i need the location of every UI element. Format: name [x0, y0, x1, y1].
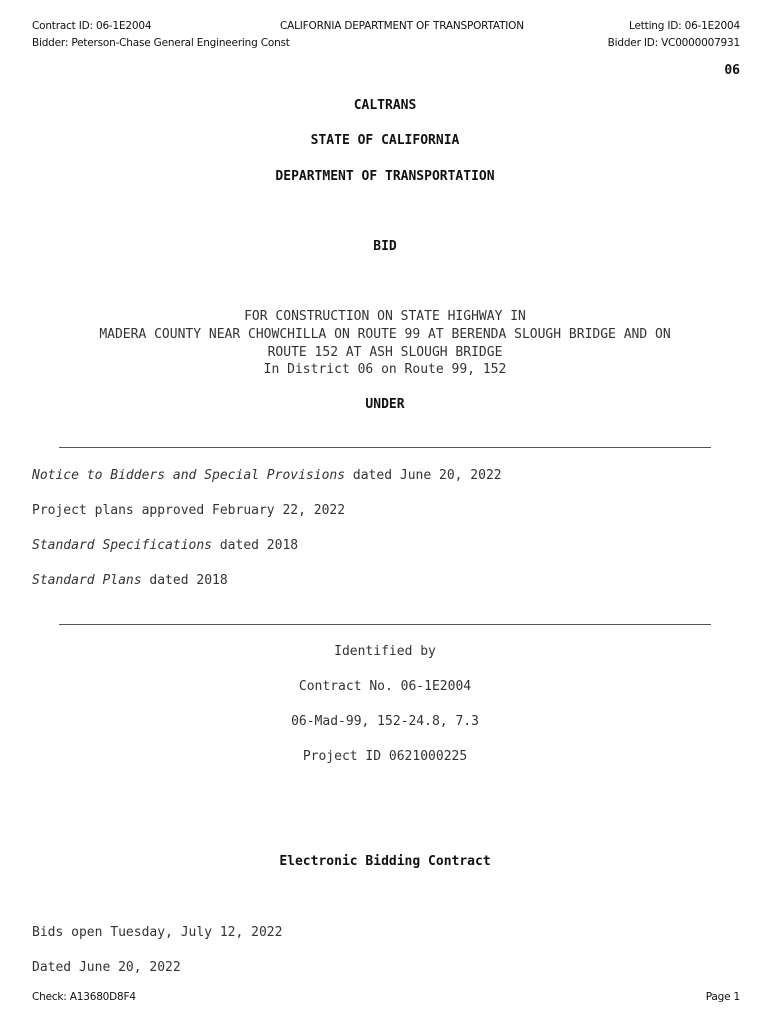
std-plans-date: dated 2018	[141, 573, 228, 588]
notice-date: dated June 20, 2022	[345, 468, 502, 483]
project-line-4: In District 06 on Route 99, 152	[263, 362, 507, 377]
bid-title: BID	[373, 239, 397, 254]
state-title: STATE OF CALIFORNIA	[310, 133, 460, 148]
specs-date: dated 2018	[212, 538, 299, 553]
project-plans: Project plans approved February 22, 2022	[32, 503, 346, 518]
page-number: Page 1	[705, 991, 740, 1003]
bidder-name: Bidder: Peterson-Chase General Engineering Const	[32, 37, 290, 49]
standard-plans	[32, 573, 228, 588]
caltrans-title: CALTRANS	[353, 98, 417, 113]
project-line-3: ROUTE 152 AT ASH SLOUGH BRIDGE	[267, 345, 503, 360]
specs-italic: Standard Specifications	[32, 538, 213, 553]
contract-id: Contract ID: 06-1E2004	[32, 20, 152, 32]
project-line-1: FOR CONSTRUCTION ON STATE HIGHWAY IN	[244, 309, 526, 324]
notice-italic: Notice to Bidders and Special Provisions	[32, 468, 346, 483]
under-heading: UNDER	[365, 397, 405, 412]
notice-to-bidders	[32, 468, 502, 483]
department-header: CALIFORNIA DEPARTMENT OF TRANSPORTATION	[280, 20, 524, 32]
std-plans-italic: Standard Plans	[32, 573, 142, 588]
bidder-id: Bidder ID: VC0000007931	[607, 37, 740, 49]
dated: Dated June 20, 2022	[32, 960, 181, 975]
location-code: 06-Mad-99, 152-24.8, 7.3	[291, 714, 479, 729]
standard-specifications	[32, 538, 298, 553]
district-code: 06	[724, 63, 740, 78]
identified-by: Identified by	[334, 644, 436, 659]
contract-number: Contract No. 06-1E2004	[298, 679, 472, 694]
bids-open: Bids open Tuesday, July 12, 2022	[32, 925, 283, 940]
divider-top	[59, 447, 711, 448]
department-title: DEPARTMENT OF TRANSPORTATION	[275, 169, 495, 184]
letting-id: Letting ID: 06-1E2004	[629, 20, 740, 32]
project-id: Project ID 0621000225	[302, 749, 468, 764]
check-code: Check: A13680D8F4	[32, 991, 136, 1003]
project-line-2: MADERA COUNTY NEAR CHOWCHILLA ON ROUTE 99 AT BERENDA SLOUGH BRIDGE AND ON	[99, 327, 671, 342]
divider-bottom	[59, 624, 711, 625]
electronic-bidding-heading: Electronic Bidding Contract	[279, 854, 491, 869]
